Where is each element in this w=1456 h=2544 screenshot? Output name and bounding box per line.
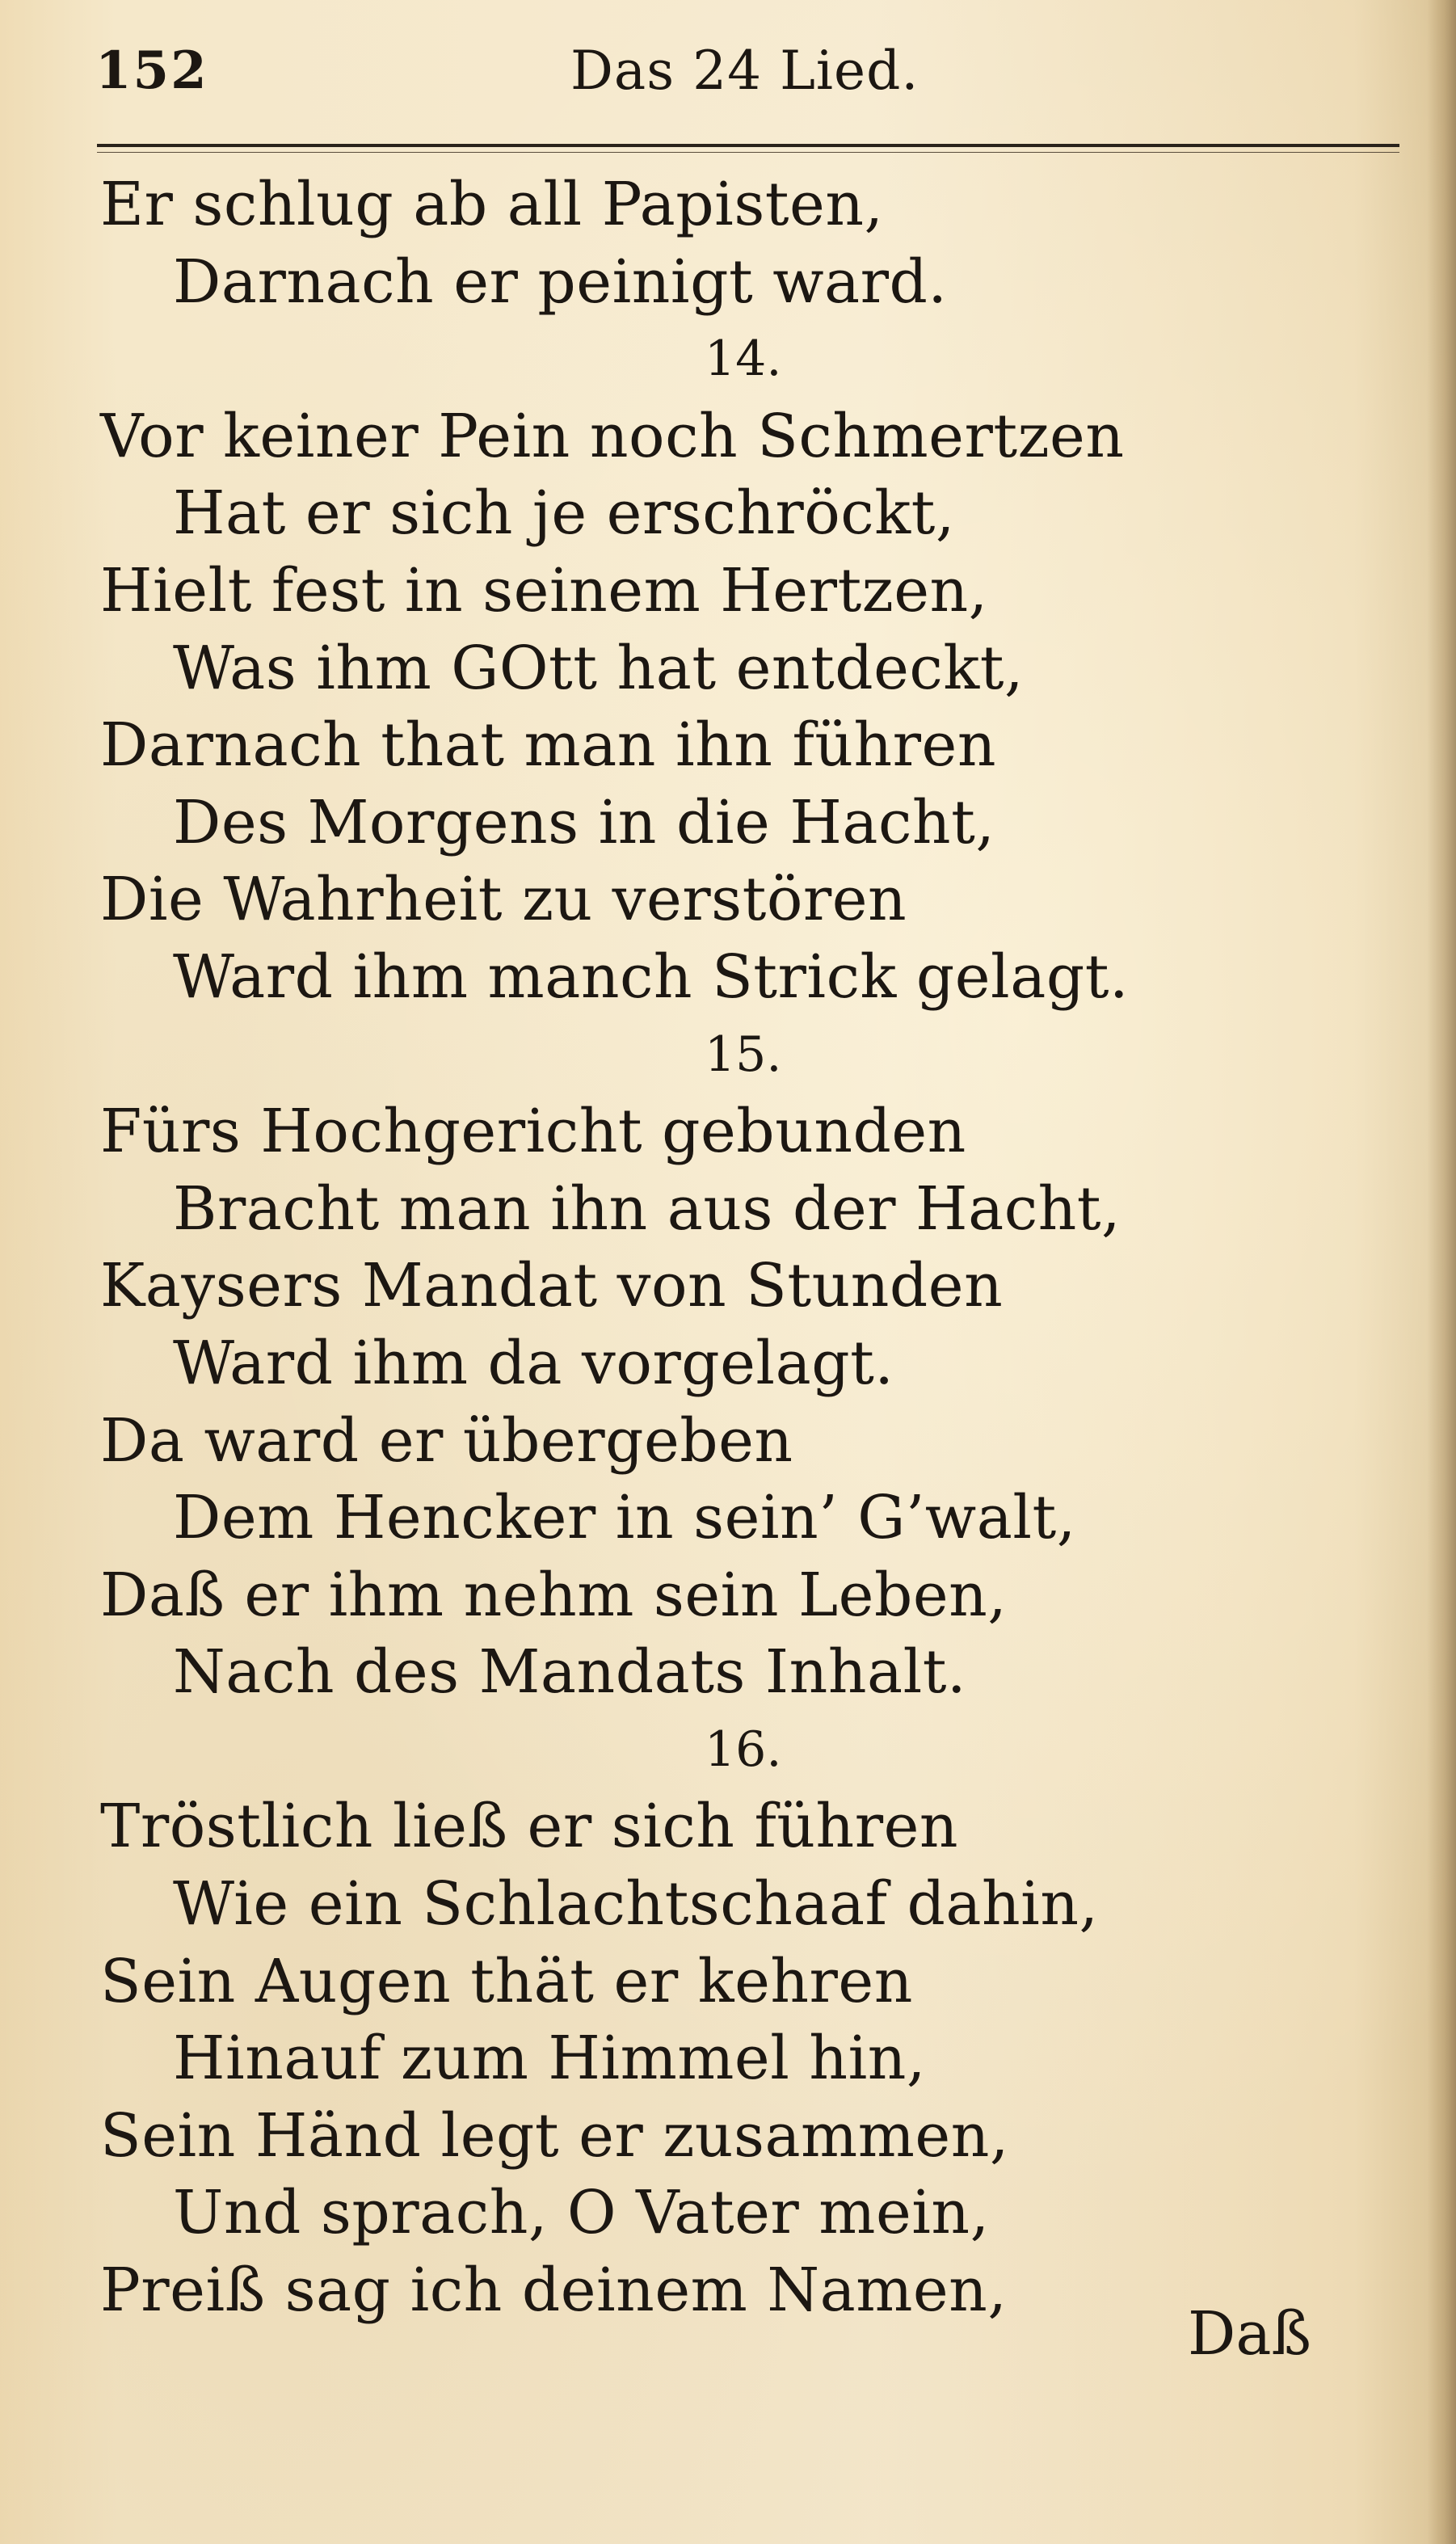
- verse-line: Was ihm GOtt hat entdeckt,: [173, 633, 1024, 703]
- page-number: 152: [95, 40, 208, 101]
- header-rule: [97, 144, 1399, 147]
- stanza-number: 15.: [705, 1026, 782, 1083]
- verse-line: Darnach that man ihn führen: [100, 710, 997, 781]
- verse-line: Wie ein Schlachtschaaf dahin,: [173, 1869, 1099, 1940]
- verse-line: Bracht man ihn aus der Hacht,: [173, 1173, 1121, 1244]
- verse-line: Die Wahrheit zu verstören: [100, 865, 907, 935]
- verse-line: Daß er ihm nehm sein Leben,: [100, 1560, 1008, 1630]
- verse-line: Hinauf zum Himmel hin,: [173, 2024, 926, 2094]
- verse-line: Ward ihm da vorgelagt.: [173, 1328, 894, 1398]
- verse-line: Hat er sich je erschröckt,: [173, 478, 955, 549]
- verse-line: Dem Hencker in sein’ G’walt,: [173, 1483, 1076, 1553]
- catchword: Daß: [1188, 2299, 1311, 2369]
- verse-line: Tröstlich ließ er sich führen: [100, 1792, 959, 1862]
- verse-line: Fürs Hochgericht gebunden: [100, 1097, 966, 1167]
- verse-line: Nach des Mandats Inhalt.: [173, 1637, 967, 1708]
- verse-line: Kaysers Mandat von Stunden: [100, 1251, 1004, 1321]
- verse-line: Sein Händ legt er zusammen,: [100, 2100, 1009, 2171]
- verse-line: Des Morgens in die Hacht,: [173, 787, 995, 857]
- hymn-text: [0, 166, 1456, 2330]
- stanza-number: 14.: [705, 331, 782, 388]
- verse-line: Er schlug ab all Papisten,: [100, 170, 884, 239]
- verse-line: Preiß sag ich deinem Namen,: [100, 2255, 1008, 2326]
- verse-line: Vor keiner Pein noch Schmertzen: [100, 401, 1125, 471]
- verse-line: Hielt fest in seinem Hertzen,: [100, 555, 988, 625]
- verse-line: Da ward er übergeben: [100, 1405, 793, 1476]
- verse-line: Ward ihm manch Strick gelagt.: [173, 941, 1129, 1012]
- verse-line: Sein Augen thät er kehren: [100, 1946, 913, 2016]
- verse-line: Darnach er peinigt ward.: [173, 246, 948, 317]
- page-header: [0, 32, 1456, 113]
- header-rule-thin: [97, 152, 1399, 153]
- verse-line: Und sprach, O Vater mein,: [173, 2178, 990, 2248]
- stanza-number: 16.: [705, 1721, 782, 1778]
- running-head: Das 24 Lied.: [570, 40, 919, 102]
